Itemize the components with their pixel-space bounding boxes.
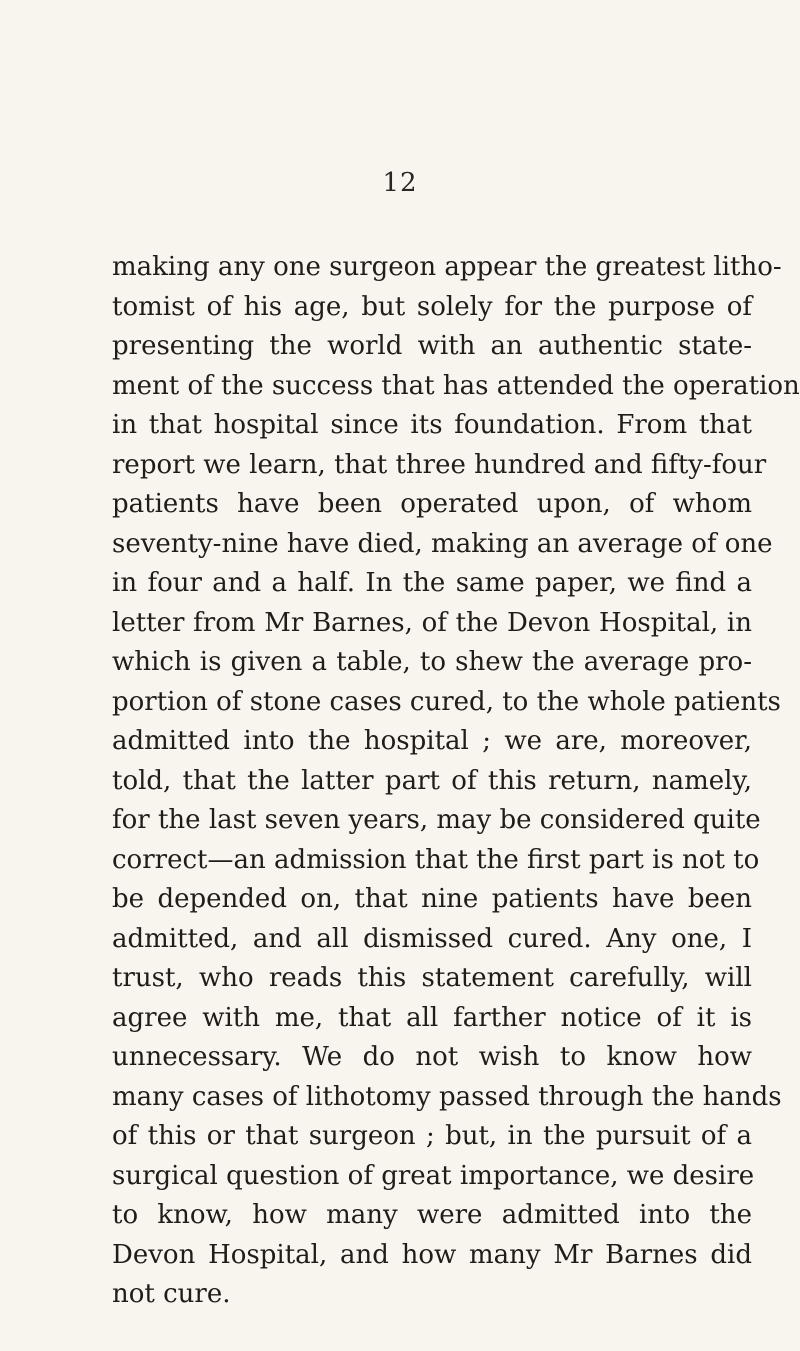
text-line: in four and a half. In the same paper, we find a bbox=[112, 568, 752, 598]
text-line: which is given a table, to shew the average pro- bbox=[112, 647, 752, 677]
text-line: letter from Mr Barnes, of the Devon Hospital, in bbox=[112, 607, 752, 638]
text-line: making any one surgeon appear the greatest litho- bbox=[112, 252, 782, 282]
text-line: presenting the world with an authentic state- bbox=[112, 331, 752, 361]
text-line: unnecessary. We do not wish to know how bbox=[112, 1042, 752, 1072]
text-line: admitted, and all dismissed cured. Any one, I bbox=[112, 923, 752, 954]
text-line: correct—an admission that the first part is not to bbox=[112, 844, 760, 875]
text-line-last: not cure. bbox=[112, 1279, 231, 1309]
text-line: surgical question of great importance, we desire bbox=[112, 1160, 755, 1191]
text-line: in that hospital since its foundation. From that bbox=[112, 410, 752, 440]
text-line: Devon Hospital, and how many Mr Barnes did bbox=[112, 1239, 752, 1270]
text-line: report we learn, that three hundred and fifty-four bbox=[112, 449, 767, 480]
page-number: 12 bbox=[382, 168, 418, 198]
text-line: admitted into the hospital ; we are, moreover, bbox=[112, 726, 752, 756]
text-line: of this or that surgeon ; but, in the pursuit of a bbox=[112, 1121, 752, 1151]
text-line: ment of the success that has attended the operation bbox=[112, 370, 800, 401]
body-paragraph bbox=[112, 248, 800, 1315]
text-line: to know, how many were admitted into the bbox=[112, 1200, 752, 1230]
text-line: portion of stone cases cured, to the whole patients bbox=[112, 686, 781, 717]
text-line: many cases of lithotomy passed through the hands bbox=[112, 1081, 782, 1112]
text-line: for the last seven years, may be considered quite bbox=[112, 805, 761, 835]
text-line: tomist of his age, but solely for the purpose of bbox=[112, 291, 752, 322]
text-line: be depended on, that nine patients have been bbox=[112, 884, 752, 914]
text-line: seventy-nine have died, making an average of one bbox=[112, 528, 773, 559]
text-line: patients have been operated upon, of whom bbox=[112, 489, 752, 519]
text-line: told, that the latter part of this return, namely, bbox=[112, 765, 752, 796]
text-line: agree with me, that all farther notice of it is bbox=[112, 1002, 752, 1033]
text-line: trust, who reads this statement carefully, will bbox=[112, 963, 752, 993]
